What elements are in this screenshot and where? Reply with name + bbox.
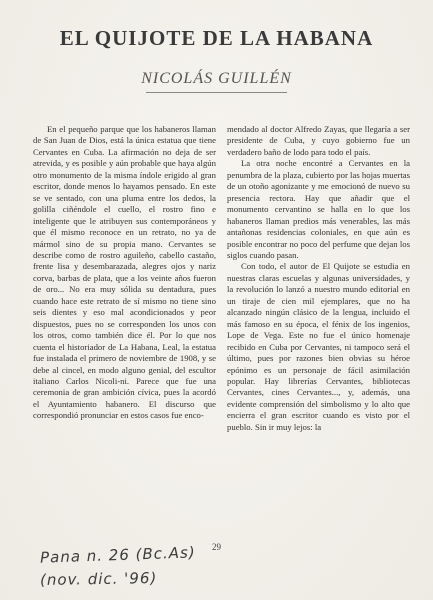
article-title: EL QUIJOTE DE LA HABANA: [59, 26, 374, 50]
author-underline: [146, 92, 287, 93]
paragraph: La otra noche encontré a Cervantes en la penumbra de la plaza, cubierto por las hojas muertas de un otoño agonizante y me emocionó de nuevo su presencia rectora. Hay que añadir que el monumento cervantino se halla en lo que los habaneros llaman predios más venerables, las más antañonas residencias coloniales, en que aún es posible encontrar no poco del perfume que dejan los siglos cuando pasan.: [227, 158, 410, 260]
paragraph: mendado al doctor Alfredo Zayas, que llegaría a ser presidente de Cuba, y cuyo gobierno fue un verdadero baño de lodo para todo el país.: [227, 124, 410, 157]
handwritten-note: Pana n. 26 (Bc.As): [39, 543, 196, 567]
left-column: [33, 124, 216, 422]
page-number: 29: [212, 542, 221, 552]
right-column: [227, 124, 410, 433]
paragraph: En el pequeño parque que los habaneros llaman de San Juan de Dios, está la única estatua que tiene Cervantes en Cuba. La afirmación no deja de ser atrevida, y es posible y aún probable que haya algún otro monumento de la misma índole erigido al gran escritor, donde menos lo hayamos pensado. En este se ve sentado, con una pluma entre los dedos, la golilla ciñéndole el cuello, el rostro fino e inteligente que le atribuyen sus contemporáneos y que él mismo reconoce en un retrato, no ya de mármol sino de su propia mano. Cervantes se describe como de rostro aguileño, cabello castaño, frente lisa y desembarazada, alegres ojos y nariz corva, barbas de plata, que a los veinte años fueron de oro... No era muy sólida su dentadura, pues cuando hace este retrato de sí mismo no tiene sino seis dientes y eso mal acondicionados y peor dispuestos, pues no se corresponden los unos con los otros, como también dice él. Por lo que nos cuenta el historiador de La Habana, Leal, la estatua fue instalada el primero de noviembre de 1908, y se debe al cincel, en modo alguno genial, del escultor italiano Carlos Nicoli-ni. Parece que fue una ceremonia de gran ambición cívica, pues la acordó el Ayuntamiento habanero. El discurso que correspondió pronunciar en estos casos fue enco-: [33, 124, 216, 421]
paragraph: Con todo, el autor de El Quijote se estudia en nuestras claras escuelas y algunas universidades, y la revolución lo lanzó a nuestro mundo editorial en un tiraje de cien mil ejemplares, que no ha alcanzado ningún clásico de la lengua, incluido el más famoso en su época, el fénix de los ingenios, Lope de Vega. Este no fue el único homenaje recibido en Cuba por Cervantes, ni tampoco será el último, pues por razones bien obvias su héroe epónimo es un personaje de fácil asimilación popular. Hay librerías Cervantes, bibliotecas Cervantes, cines Cervantes..., y, además, una evidente comprensión del simbolismo y lo alto que encierra el gran escritor cuando es visto por el pueblo. Sin ir muy lejos: la: [227, 261, 410, 432]
handwritten-note: (nov. dic. '96): [39, 568, 158, 590]
author-name: NICOLÁS GUILLÉN: [141, 70, 292, 87]
